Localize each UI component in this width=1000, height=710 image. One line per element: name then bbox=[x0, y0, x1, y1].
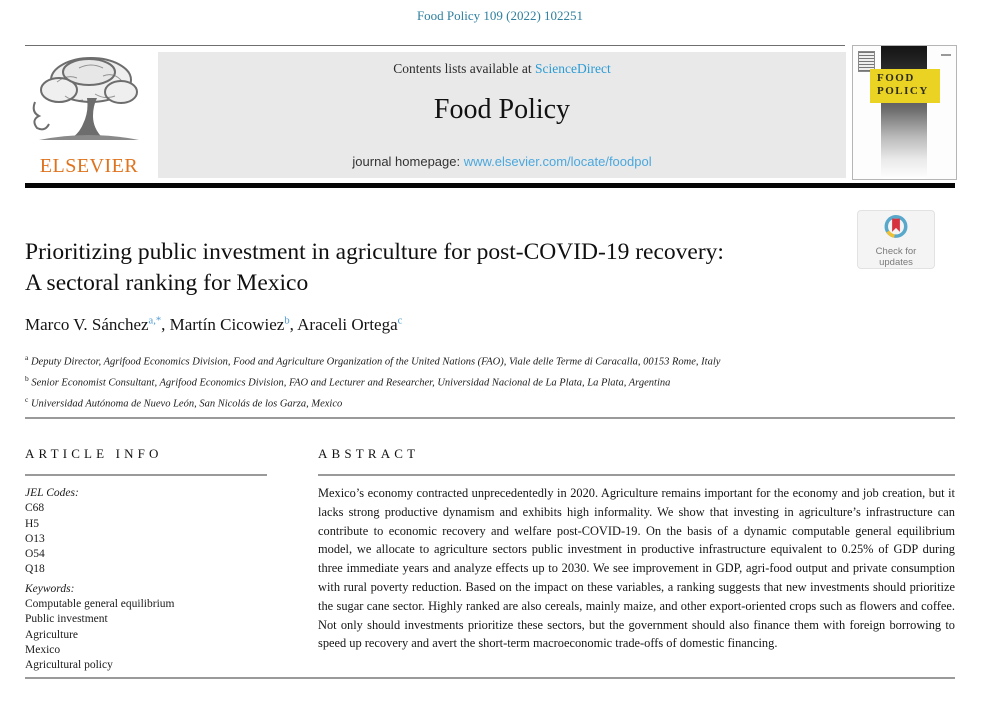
article-title bbox=[25, 237, 825, 299]
jel-code: Q18 bbox=[25, 563, 45, 576]
journal-title: Food Policy bbox=[433, 94, 571, 125]
keyword: Agricultural policy bbox=[25, 659, 113, 672]
check-updates-label-2: updates bbox=[879, 256, 913, 268]
journal-citation: Food Policy 109 (2022) 102251 bbox=[416, 8, 584, 23]
affiliation-b bbox=[25, 371, 955, 392]
tree-trunk bbox=[69, 98, 105, 140]
article-info-rule bbox=[25, 474, 267, 476]
journal-cover-thumbnail[interactable] bbox=[852, 45, 957, 180]
section-top-rule bbox=[25, 417, 955, 419]
article-title-line2: A sectoral ranking for Mexico bbox=[25, 270, 309, 296]
header-top-rule bbox=[25, 45, 845, 46]
jel-code: C68 bbox=[25, 502, 45, 515]
affiliation-c bbox=[25, 392, 955, 413]
affiliation-sup: a bbox=[25, 353, 29, 362]
homepage-line bbox=[158, 154, 846, 169]
article-info-section bbox=[25, 446, 275, 674]
check-updates-icon bbox=[882, 214, 910, 242]
journal-banner bbox=[158, 52, 846, 178]
sciencedirect-link[interactable]: ScienceDirect bbox=[535, 61, 611, 76]
jel-code: O54 bbox=[25, 548, 45, 561]
jel-code: H5 bbox=[25, 517, 40, 530]
affiliation-a bbox=[25, 350, 955, 371]
cover-title-banner bbox=[870, 69, 940, 103]
author-separator: , bbox=[289, 315, 298, 334]
cover-gradient-strip bbox=[881, 46, 927, 179]
elsevier-tree-icon bbox=[29, 50, 149, 150]
abstract-section bbox=[318, 446, 955, 653]
abstract-heading: ABSTRACT bbox=[318, 446, 420, 461]
jel-codes-label: JEL Codes: bbox=[25, 487, 79, 499]
keyword: Public investment bbox=[25, 613, 108, 626]
contents-prefix: Contents lists available at bbox=[393, 61, 535, 76]
article-info-heading: ARTICLE INFO bbox=[25, 446, 163, 461]
affiliations bbox=[25, 350, 955, 413]
author-name: Martín Cicowiez bbox=[169, 315, 285, 334]
affiliation-text: Universidad Autónoma de Nuevo León, San Nicolás de los Garza, Mexico bbox=[28, 398, 343, 410]
author-name: Marco V. Sánchez bbox=[25, 315, 149, 334]
homepage-prefix: journal homepage: bbox=[352, 154, 464, 169]
author-affil-sup[interactable]: b bbox=[284, 315, 290, 327]
author-separator: , bbox=[161, 315, 170, 334]
author-affil-sup[interactable]: a,* bbox=[148, 315, 162, 327]
affiliation-text: Senior Economist Consultant, Agrifood Economics Division, FAO and Lecturer and Researcher, Universidad Nacional de La Plata, La Plata, Argentina bbox=[28, 377, 671, 389]
abstract-text: Mexico’s economy contracted unprecedentedly in 2020. Agriculture remains important for the economy and job creation, but it lacks strong productive dynamism and exhibits high informality. We show that investing in agriculture’s infrastructure can contribute to economic recovery and welfare post-COVID-19. On the basis of a dynamic computable general equilibrium model, we allocate to agriculture sectors public investment in productive infrastructure equivalent to 0.25% of GDP during three immediate years and analyze effects up to 2030. We see improvement in GDP, agri-food output and private consumption with rural poverty reduction. Based on the impact on these variables, a ranking suggests that new investments should prioritize the sugar cane sector. Highly ranked are also cereals, mainly maize, and other export-oriented crops such as flowers and coffee. Not only should investments prioritize these sectors, but the government should also finance them with foreign borrowing to speed up recovery and avert the short-term macroeconomic trade-offs of domestic financing. bbox=[318, 486, 955, 651]
jel-code: O13 bbox=[25, 532, 45, 545]
affiliation-sup: c bbox=[25, 395, 29, 404]
cover-issue-text bbox=[941, 54, 951, 56]
keyword: Computable general equilibrium bbox=[25, 598, 175, 611]
cover-title-line2: POLICY bbox=[877, 85, 929, 97]
author-line bbox=[25, 315, 825, 335]
keywords-label: Keywords: bbox=[25, 582, 75, 595]
elsevier-wordmark: ELSEVIER bbox=[39, 155, 139, 177]
cover-title-line1: FOOD bbox=[877, 72, 915, 84]
page-bottom-rule bbox=[25, 677, 955, 679]
affiliation-sup: b bbox=[25, 374, 29, 383]
check-updates-label-1: Check for bbox=[875, 246, 917, 257]
homepage-link[interactable]: www.elsevier.com/locate/foodpol bbox=[463, 154, 652, 169]
elsevier-logo bbox=[25, 50, 153, 178]
abstract-rule bbox=[318, 474, 955, 476]
article-title-line1: Prioritizing public investment in agriculture for post-COVID-19 recovery: bbox=[25, 239, 724, 265]
author-affil-sup[interactable]: c bbox=[397, 315, 403, 327]
author-name: Araceli Ortega bbox=[297, 315, 398, 334]
check-for-updates-badge[interactable] bbox=[857, 210, 935, 269]
affiliation-text: Deputy Director, Agrifood Economics Division, Food and Agriculture Organization of the United Nations (FAO), Viale delle Terme di Caracalla, 00153 Rome, Italy bbox=[28, 356, 721, 368]
contents-list-line bbox=[158, 61, 846, 77]
keyword: Agriculture bbox=[25, 628, 79, 641]
keyword: Mexico bbox=[25, 643, 61, 656]
header-divider-bar bbox=[25, 183, 955, 188]
